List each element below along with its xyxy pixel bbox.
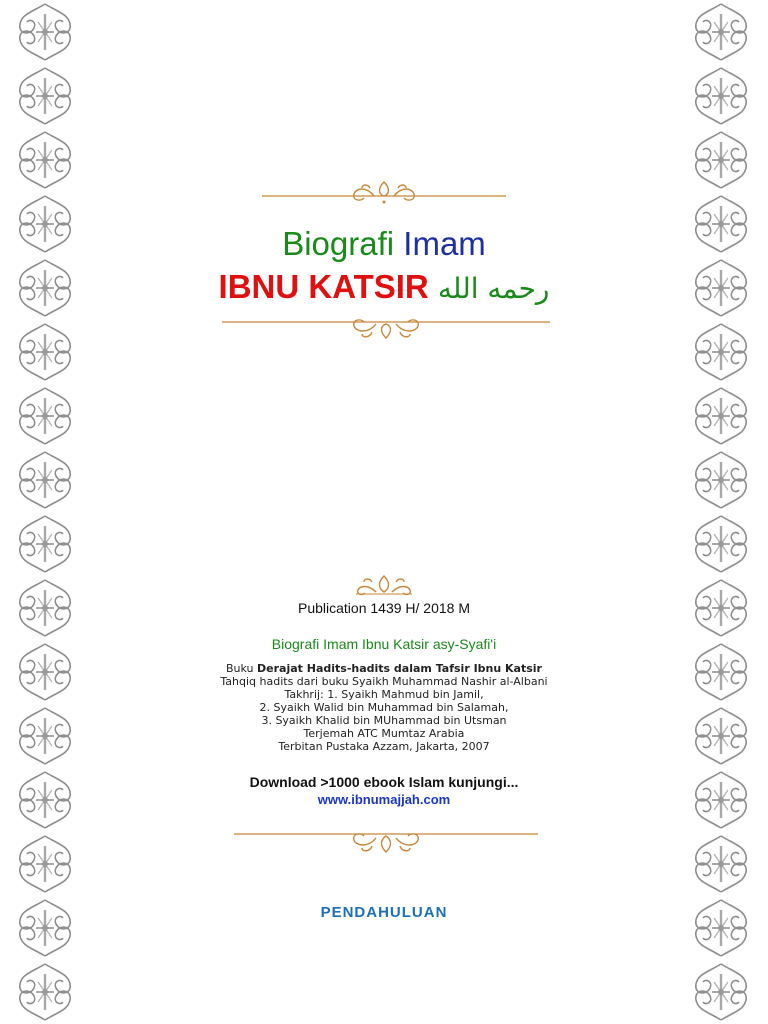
credits-line-3: Takhrij: 1. Syaikh Mahmud bin Jamil, xyxy=(284,688,484,701)
right-ornamental-border xyxy=(690,0,752,1024)
credits-line-5: 3. Syaikh Khalid bin MUhammad bin Utsman xyxy=(261,714,507,727)
title-line-2 xyxy=(0,267,768,309)
website-link[interactable]: www.ibnumajjah.com xyxy=(317,792,451,807)
title-line-1 xyxy=(0,224,768,264)
credits-block xyxy=(0,662,768,753)
credits-line-4: 2. Syaikh Walid bin Muhammad bin Salamah, xyxy=(259,701,509,714)
download-text: Download >1000 ebook Islam kunjungi... xyxy=(249,774,519,790)
left-ornamental-border xyxy=(14,0,76,1024)
title-name: IBNU KATSIR xyxy=(218,268,429,305)
title-ornament-divider xyxy=(222,310,550,344)
publication-ornament xyxy=(354,572,414,598)
title-word-imam: Imam xyxy=(403,225,486,262)
credits-book-title: Derajat Hadits-hadits dalam Tafsir Ibnu Katsir xyxy=(257,662,542,675)
credits-line-2: Tahqiq hadits dari buku Syaikh Muhammad Nashir al-Albani xyxy=(220,675,548,688)
credits-line-7: Terbitan Pustaka Azzam, Jakarta, 2007 xyxy=(278,740,490,753)
title-word-biografi: Biografi xyxy=(282,225,395,262)
credits-line-6: Terjemah ATC Mumtaz Arabia xyxy=(303,727,465,740)
credits-book-prefix: Buku xyxy=(226,662,258,675)
book-subtitle: Biografi Imam Ibnu Katsir asy-Syafi'i xyxy=(271,636,497,652)
top-ornament-divider xyxy=(262,178,506,208)
publication-line: Publication 1439 H/ 2018 M xyxy=(298,600,470,616)
bottom-ornament-divider xyxy=(234,826,538,856)
section-heading: PENDAHULUAN xyxy=(320,904,448,921)
credits-book-line xyxy=(0,662,768,675)
title-honorific: رحمه الله xyxy=(437,272,550,305)
